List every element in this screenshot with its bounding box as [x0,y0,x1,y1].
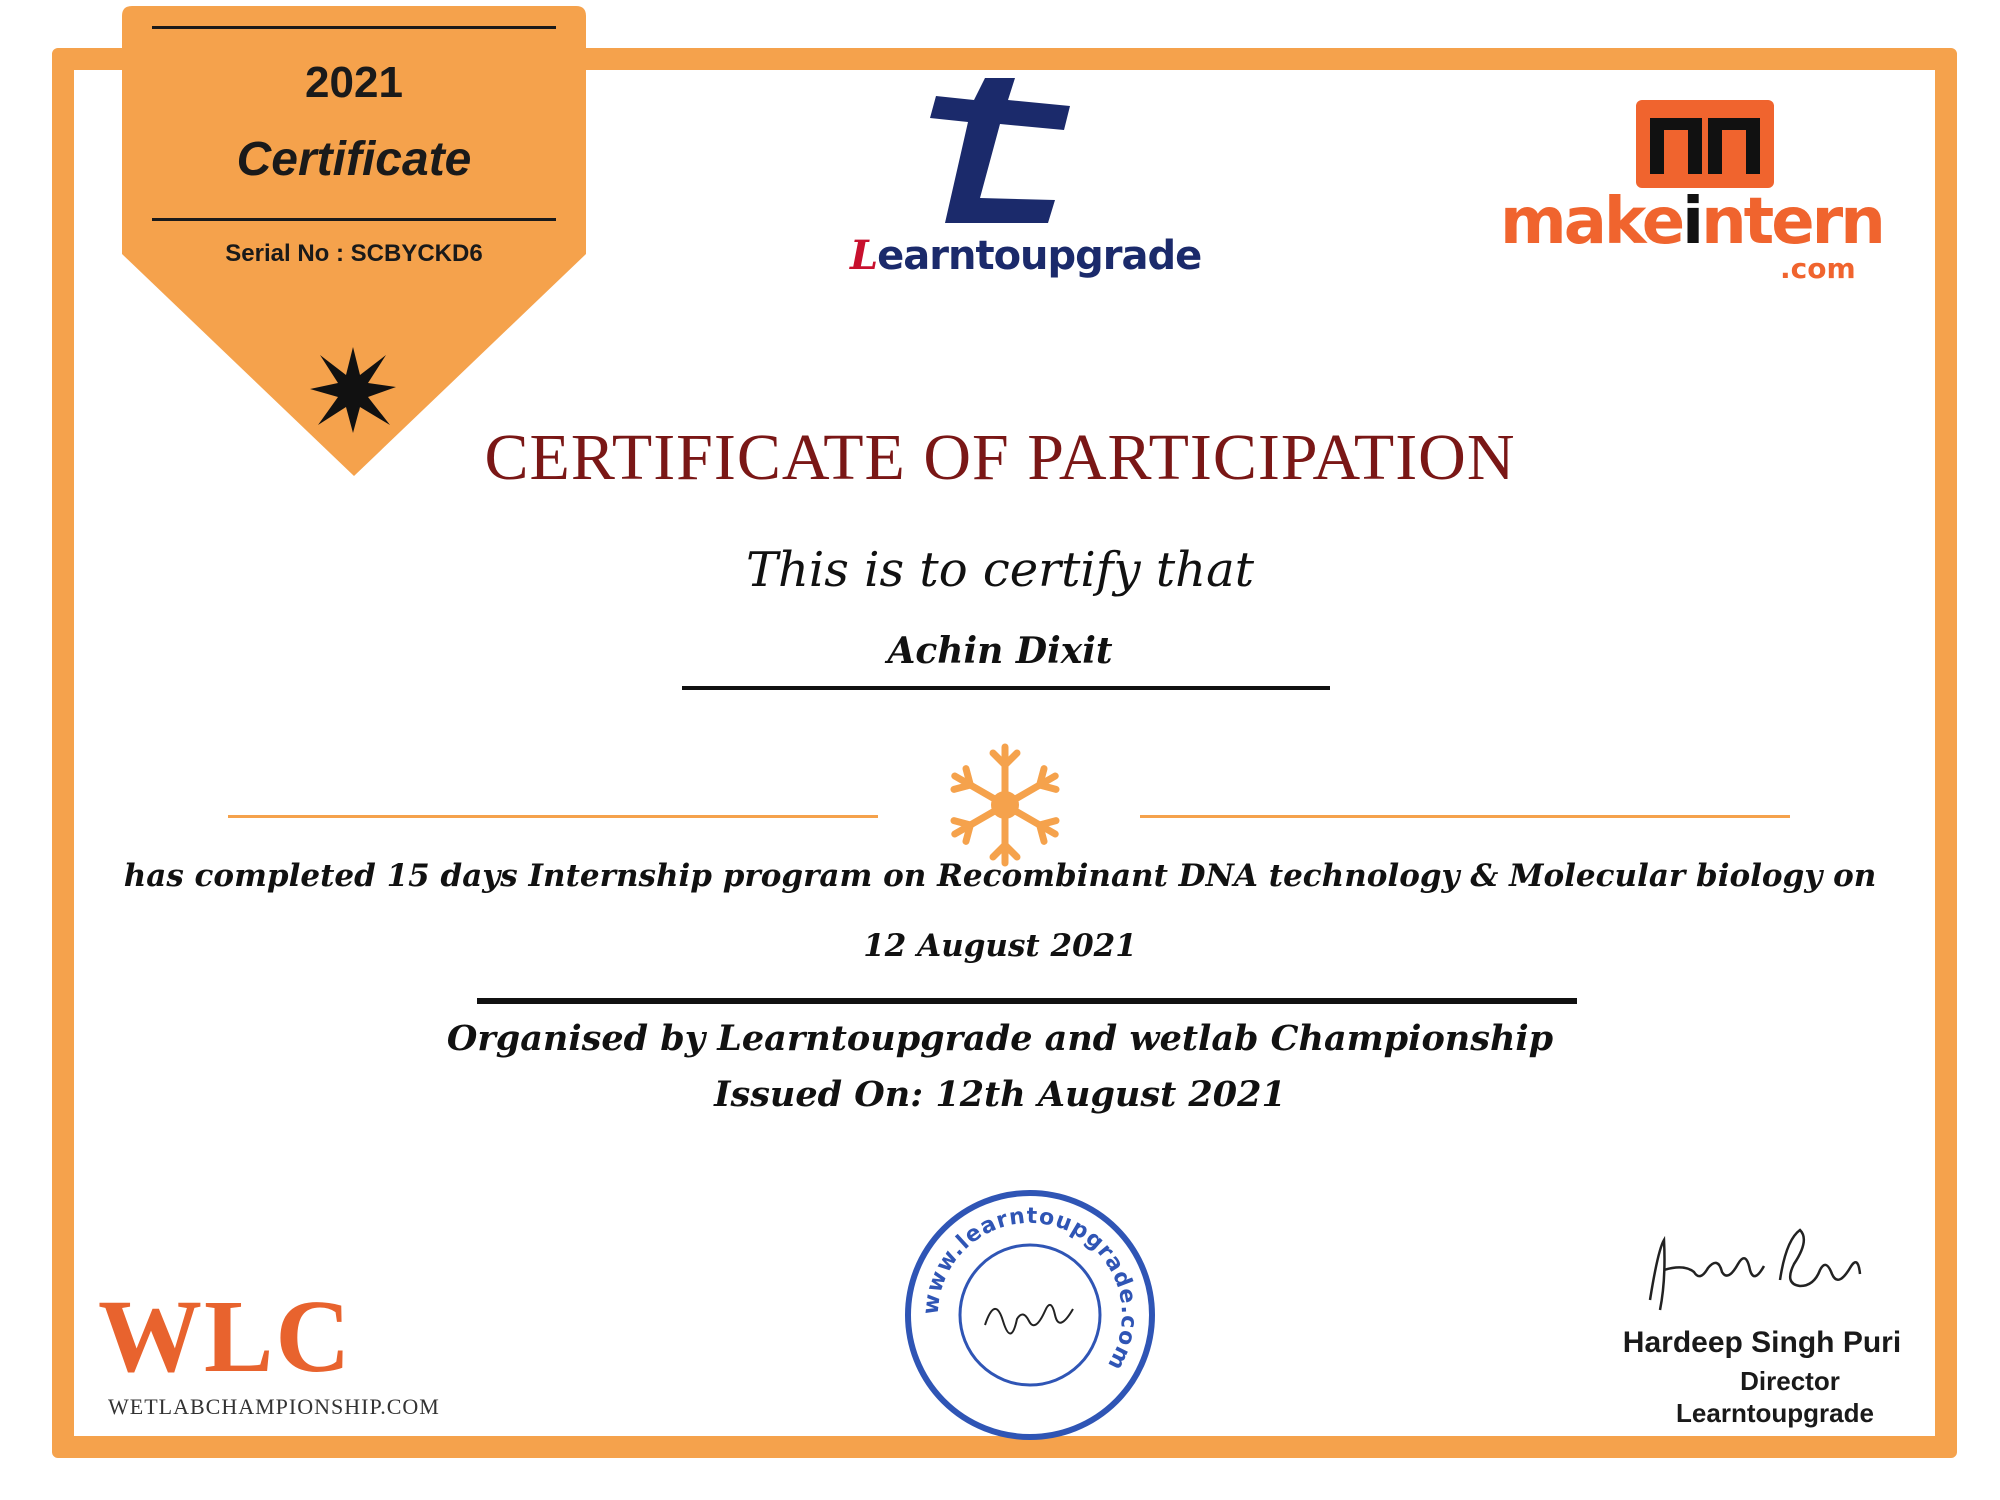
separator-line [477,998,1577,1004]
certificate-title: CERTIFICATE OF PARTICIPATION [484,421,1516,494]
snowflake-icon [945,740,1065,870]
ornament-line-left [228,815,878,818]
name-underline [682,686,1330,690]
makeintern-domain: .com [1780,252,1856,285]
makeintern-logo-icon [1636,100,1774,188]
signatory-name: Hardeep Singh Puri [1622,1326,1902,1359]
completion-statement: has completed 15 days Internship program on Recombinant DNA technology & Molecular biology on [123,858,1877,894]
svg-text:www.learntoupgrade.com [919,1204,1142,1375]
badge-bottom-rule [152,218,556,221]
certify-line: This is to certify that [746,542,1254,598]
badge-year: 2021 [305,58,403,107]
wlc-logo: WLC [98,1279,353,1394]
badge-title: Certificate [236,133,472,186]
recipient-name: Achin Dixit [887,630,1113,672]
badge-top-rule [152,26,556,29]
learntoupgrade-stamp [900,1185,1160,1445]
signatory-role: Director [1740,1366,1840,1396]
signatory-organisation: Learntoupgrade [1676,1398,1874,1428]
ornament-line-right [1140,815,1790,818]
serial-number: Serial No : SCBYCKD6 [225,240,483,267]
organised-by: Organised by Learntoupgrade and wetlab Championship [446,1018,1554,1059]
stamp-text: www.learntoupgrade.com [918,1203,1142,1375]
makeintern-wordmark: makeintern [1500,185,1883,259]
completion-date: 12 August 2021 [863,928,1137,964]
learntoupgrade-wordmark: Learntoupgrade [850,232,1202,279]
issued-on: Issued On: 12th August 2021 [714,1074,1286,1115]
wlc-website: WETLABCHAMPIONSHIP.COM [108,1394,440,1419]
director-signature [1630,1220,1900,1330]
